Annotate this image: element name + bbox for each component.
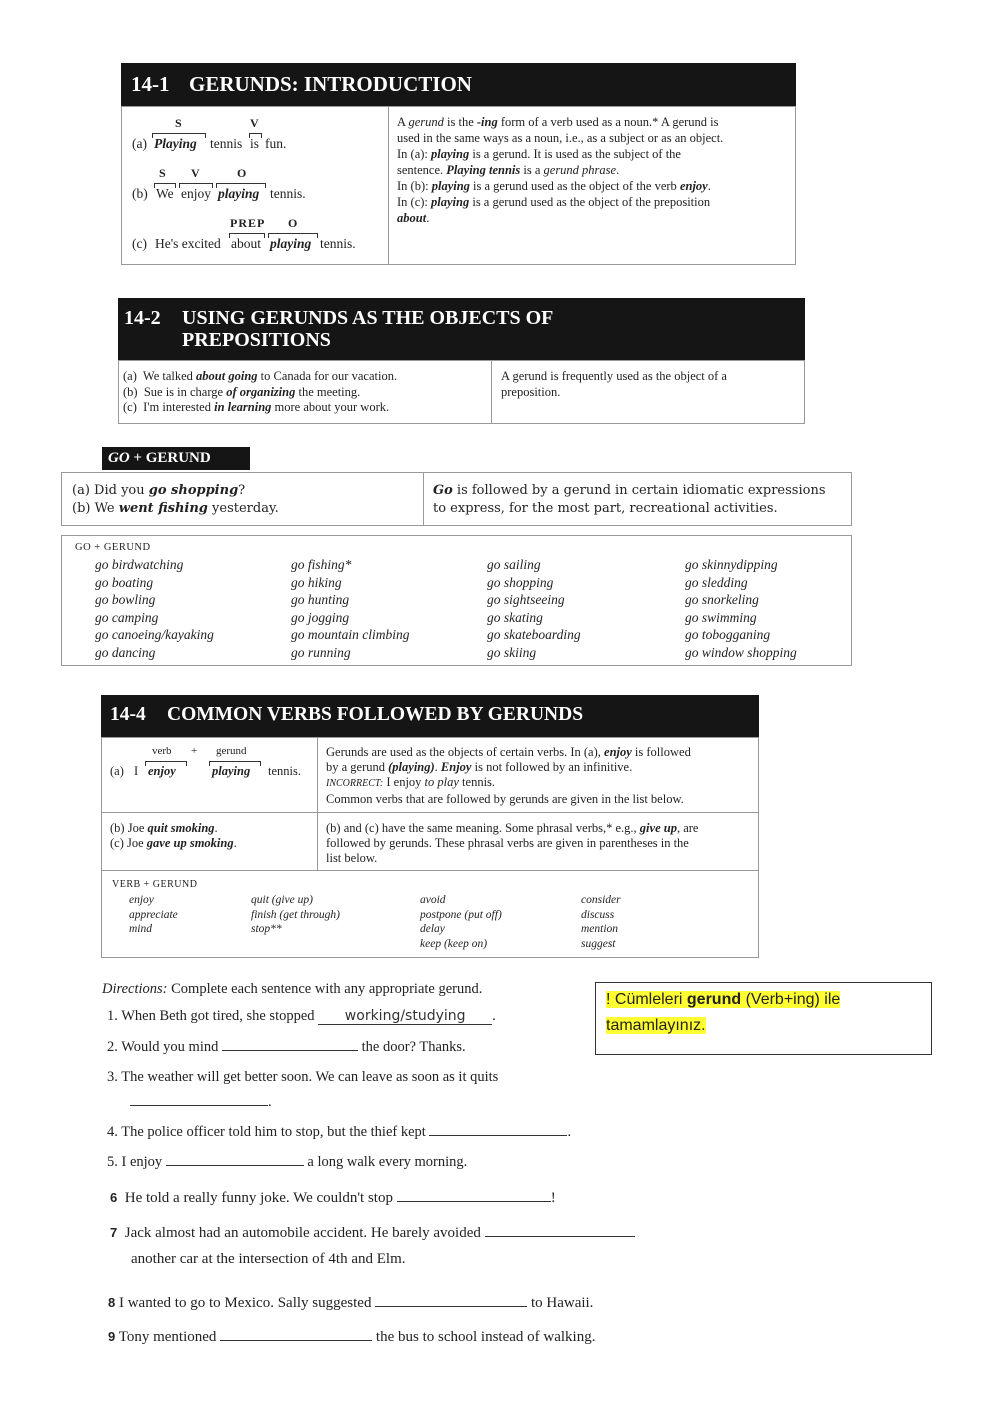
example-c: (c) I'm interested in learning more about your work. [123, 400, 390, 414]
verb-list-column-3: avoid postpone (put off) delay keep (keep on) [420, 894, 502, 950]
examples-bc [110, 821, 237, 851]
example-text: tennis. [268, 764, 301, 778]
list-title: GO + GERUND [75, 542, 151, 553]
example-b: (b) Sue is in charge of organizing the meeting. [123, 384, 361, 399]
gerund-word: playing [212, 764, 251, 778]
exercise-item-1: 1. When Beth got tired, she stopped working/studying . [107, 1008, 496, 1024]
section-number: 14-2 [124, 307, 161, 329]
section-title: COMMON VERBS FOLLOWED BY GERUNDS [167, 704, 584, 725]
go-list-column-2: go fishing* go hiking go hunting go jogging go mountain climbing go running [291, 557, 410, 660]
answer-field[interactable] [375, 1294, 527, 1307]
section-title-line1: USING GERUNDS AS THE OBJECTS OF [182, 307, 554, 329]
section-number: 14-4 [110, 704, 146, 725]
verb-list-column-1: enjoy appreciate mind [129, 894, 178, 935]
explanation-1: Gerunds are used as the objects of certain verbs. In (a), enjoy is followed by a gerund (playing). Enjoy is not followed by an infinitive. INCORRECT: I enjoy to play tennis. Common verbs that are followed by gerunds are given in the list below. [326, 745, 691, 806]
go-list-column-1: go birdwatching go boating go bowling go camping go canoeing/kayaking go dancing [95, 557, 214, 660]
example-label: (a) [132, 136, 147, 151]
explanation: A gerund is frequently used as the object of a preposition. [501, 369, 727, 399]
verb-mark: V [250, 116, 260, 130]
go-list-column-3: go sailing go shopping go sightseeing go skating go skateboarding go skiing [487, 557, 581, 660]
instruction-note: ! Cümleleri gerund (Verb+ing) ile tamamlayınız. [595, 982, 932, 1055]
answer-field[interactable] [166, 1153, 304, 1166]
section-14-2-header [118, 298, 805, 360]
exercise-item-4: 4. The police officer told him to stop, but the thief kept . [107, 1124, 572, 1140]
section-number: 14-1 [131, 72, 170, 96]
example-prep: about [231, 236, 261, 251]
go-gerund-examples [61, 472, 852, 526]
example-label: (c) [132, 236, 147, 251]
example-a: (a) We talked about going to Canada for our vacation. [123, 369, 398, 383]
example-text: He's excited [155, 236, 221, 251]
example-label: (b) [132, 186, 148, 201]
section-14-2 [118, 298, 805, 424]
gerund-mark: gerund [216, 745, 247, 757]
section-14-1-body [121, 106, 796, 265]
answer-field[interactable] [222, 1038, 358, 1051]
gerund-word: playing [218, 186, 260, 201]
example-subject: We [156, 186, 174, 201]
example-text: fun. [265, 136, 287, 151]
subject-mark: S [175, 116, 183, 130]
example-verb: enjoy [181, 186, 211, 201]
section-14-4-header [101, 695, 759, 737]
exercise-item-8: 8 I wanted to go to Mexico. Sally suggested to Hawaii. [108, 1295, 594, 1311]
example-text: tennis [210, 136, 243, 151]
section-title-line2: PREPOSITIONS [182, 329, 331, 351]
answer-field[interactable] [397, 1189, 551, 1202]
example-text: tennis. [320, 236, 356, 251]
exercise-item-7-cont: another car at the intersection of 4th and Elm. [131, 1251, 406, 1267]
verb-list-column-2: quit (give up) finish (get through) stop** [251, 894, 341, 935]
go-gerund-list [61, 535, 852, 666]
section-title: GERUNDS: INTRODUCTION [189, 72, 472, 96]
plus-mark: + [191, 745, 198, 757]
example-verb: is [250, 136, 260, 151]
exercise-item-3-blank: . [130, 1093, 272, 1111]
subject-mark: S [159, 166, 167, 180]
prep-mark: PREP [230, 216, 266, 230]
exercise-item-5: 5. I enjoy a long walk every morning. [107, 1154, 468, 1170]
example-a: (a) Did you go shopping? [72, 483, 246, 498]
gerund-word: Playing [154, 136, 197, 151]
answer-field[interactable] [220, 1328, 372, 1341]
examples [123, 369, 397, 416]
exercise-item-3: 3. The weather will get better soon. We can leave as soon as it quits [107, 1069, 499, 1085]
answer-field[interactable]: working/studying [318, 1008, 492, 1025]
verb-list-column-4: consider discuss mention suggest [581, 894, 621, 950]
example-b: (b) Joe quit smoking. [110, 821, 218, 835]
example-c: (c) Joe gave up smoking. [110, 836, 237, 850]
example-b: (b) We went fishing yesterday. [72, 501, 279, 516]
example-text: tennis. [270, 186, 306, 201]
section-14-4 [101, 695, 759, 958]
example-subject: I [134, 764, 139, 778]
go-gerund-header: GO + GERUND [102, 447, 250, 470]
directions: Directions: Complete each sentence with any appropriate gerund. [102, 981, 483, 997]
section-14-2-body [118, 360, 805, 424]
example-label: (a) [110, 764, 124, 778]
explanation: Go is followed by a gerund in certain idiomatic expressions to express, for the most part, recreational activities. [433, 483, 826, 516]
exercise-item-9: 9 Tony mentioned the bus to school instead of walking. [108, 1329, 596, 1345]
section-14-1 [121, 63, 796, 265]
section-14-1-header [121, 63, 796, 106]
exercise-item-2: 2. Would you mind the door? Thanks. [107, 1039, 466, 1055]
explanation-2: (b) and (c) have the same meaning. Some phrasal verbs,* e.g., give up, are followed by gerunds. These phrasal verbs are given in parentheses in the list below. [326, 821, 699, 865]
object-mark: O [237, 166, 248, 180]
gerund-word: playing [270, 236, 312, 251]
section-14-4-body [101, 737, 759, 958]
go-list-column-4: go skinnydipping go sledding go snorkeling go swimming go tobogganing go window shopping [685, 557, 797, 660]
exercise-item-7: 7 Jack almost had an automobile accident. He barely avoided [110, 1224, 635, 1242]
exercise-item-6: 6 He told a really funny joke. We couldn't stop ! [110, 1190, 556, 1206]
verb-word: enjoy [148, 764, 176, 778]
explanation: A gerund is the -ing form of a verb used as a noun.* A gerund is used in the same ways as a noun, i.e., as a subject or as an object. In (a): playing is a gerund. It is used as the subject of the sentence. Playing tennis is a gerund phrase. In (b): playing is a gerund used as the object of the verb enjoy. In (c): playing is a gerund used as the object of the preposition about. [397, 115, 724, 225]
answer-field[interactable] [429, 1123, 567, 1136]
answer-field[interactable] [485, 1224, 635, 1237]
object-mark: O [288, 216, 299, 230]
verb-mark: V [191, 166, 201, 180]
answer-field[interactable] [130, 1093, 268, 1106]
list-title: VERB + GERUND [112, 879, 198, 890]
verb-mark: verb [152, 745, 172, 757]
